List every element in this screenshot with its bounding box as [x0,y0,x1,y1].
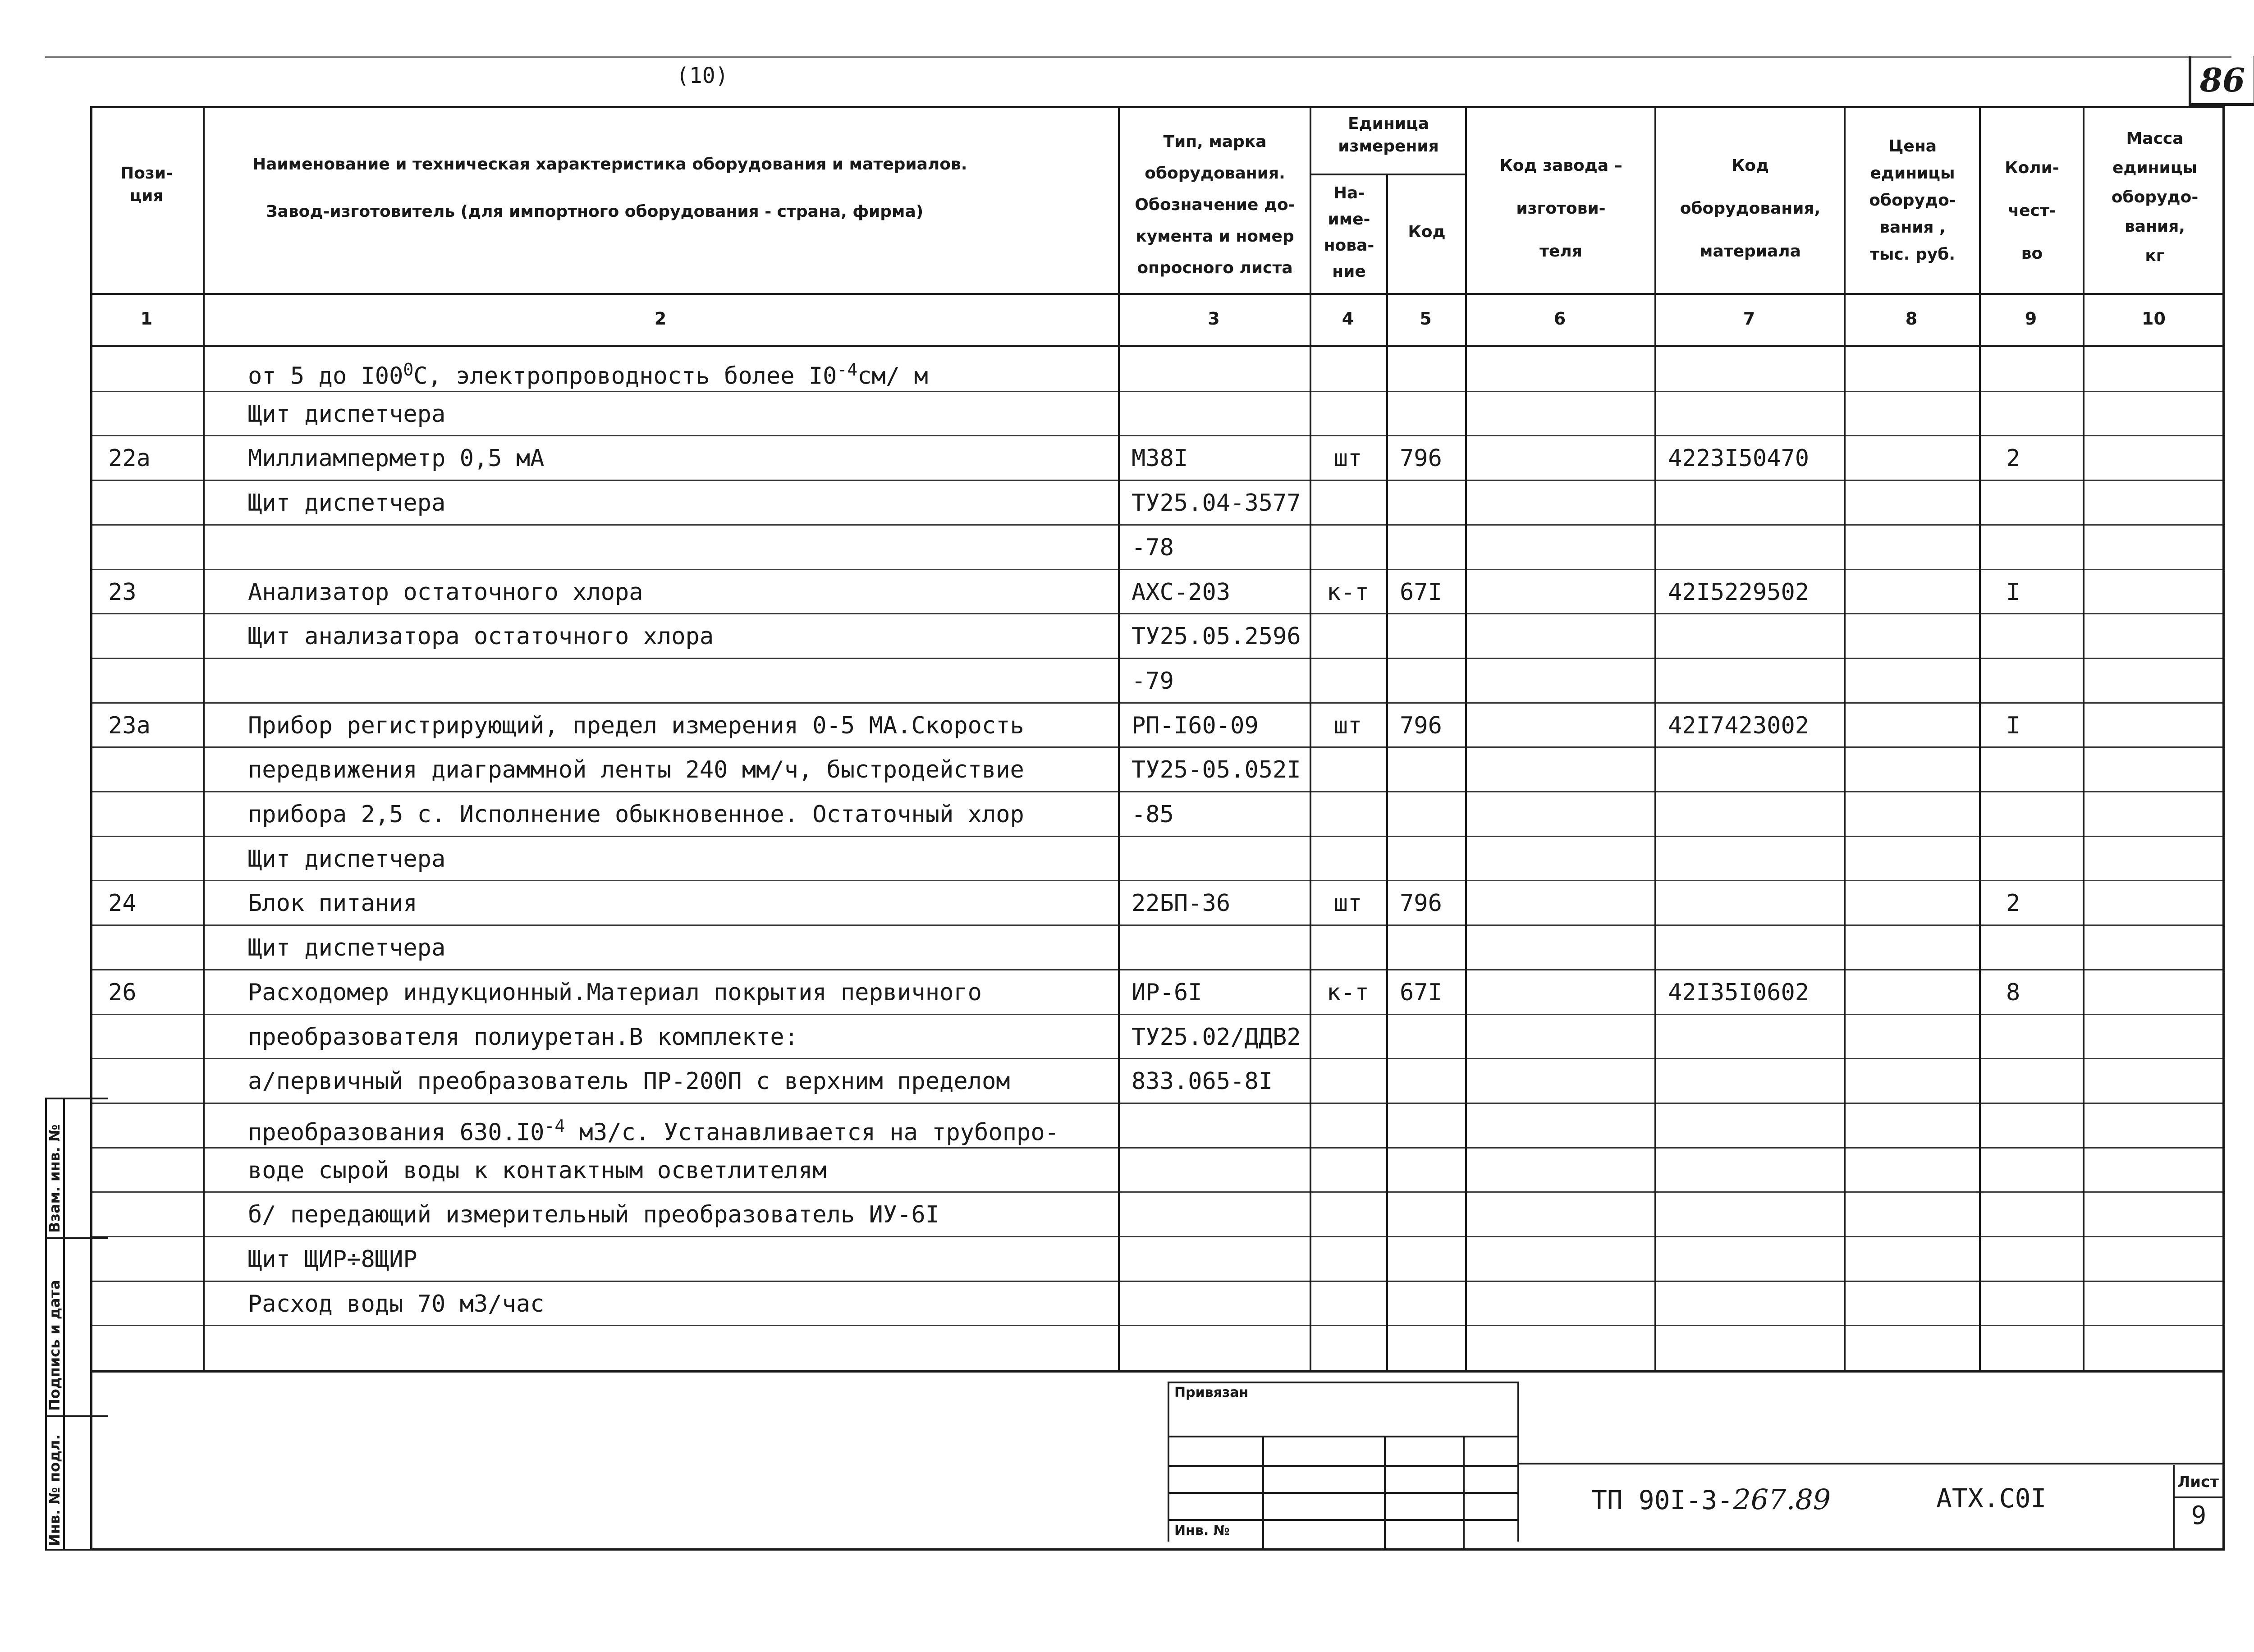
cell-pos: 24 [108,890,137,917]
doc-code-prefix: ТП 90I-3- [1591,1485,1733,1515]
sheet-badge: 86 [2199,61,2245,99]
colnum-4: 4 [1342,309,1354,329]
cell-code: 796 [1400,445,1442,472]
cell-type: ИР-6I [1132,979,1202,1006]
colnum-10: 10 [2142,309,2166,329]
cell-name: Анализатор остаточного хлора [248,578,643,606]
cell-unit: к-т [1327,979,1369,1006]
cell-name: а/первичный преобразователь ПР-200П с верхним пределом [248,1068,1010,1095]
cell-qty: 2 [2006,890,2020,917]
cell-name: Щит ЩИР÷8ЩИР [248,1246,417,1273]
sidebar-inv-orig: Инв. № подл. [46,1434,63,1546]
sidebar-inv-replace: Взам. инв. № [46,1124,63,1233]
sidebar-sign-date: Подпись и дата [46,1280,63,1411]
header-pos: Пози- ция [120,164,173,205]
colnum-7: 7 [1743,309,1755,329]
header-price: Цена единицы оборудо- вания , тыс. руб. [1869,137,1956,264]
cell-name: воде сырой воды к контактным осветлителям [248,1157,827,1184]
cell-type: АХС-203 [1132,578,1231,606]
cell-pos: 23а [108,712,151,739]
cell-code: 796 [1400,712,1442,739]
header-equipment-code: Код оборудования, материала [1680,156,1821,261]
cell-unit: шт [1333,890,1362,917]
cell-code: 67I [1400,578,1442,606]
cell-type: ТУ25.02/ДДВ2 [1132,1023,1301,1051]
cell-type: 22БП-36 [1132,890,1231,917]
header-name-line2: Завод-изготовитель (для импортного оборудования - страна, фирма) [266,202,924,221]
cell-type: ТУ25.04-3577 [1132,490,1301,517]
cell-code: 796 [1400,890,1442,917]
doc-code-hand: 267.89 [1733,1483,1831,1516]
cell-qty: 8 [2006,979,2020,1006]
cell-type: 833.065-8I [1132,1068,1273,1095]
cell-qty: 2 [2006,445,2020,472]
doc-mark: АТХ.С0I [1936,1483,2047,1514]
sheet-label: Лист [2177,1473,2219,1491]
header-unit-code: Код [1408,223,1446,241]
inv-no-label: Инв. № [1174,1523,1230,1538]
header-type: Тип, марка оборудования. Обозначение до- кумента и номер опросного листа [1135,133,1295,277]
cell-equip: 42I5229502 [1668,578,1810,606]
colnum-9: 9 [2025,309,2037,329]
colnum-2: 2 [654,309,667,329]
cell-unit: шт [1333,712,1362,739]
cell-name: Щит анализатора остаточного хлора [248,623,714,650]
cell-name: прибора 2,5 с. Исполнение обыкновенное. Остаточный хлор [248,801,1024,828]
cell-name: от 5 до $I00^0С$, электропроводность более $I0^{-4}см/$ м [248,360,928,390]
cell-pos: 22а [108,445,151,472]
header-mass: Масса единицы оборудо- вания, кг [2111,129,2199,265]
header-name-line1: Наименование и техническая характеристика оборудования и материалов. [252,155,967,174]
top-rule [45,56,2231,58]
header-quantity: Коли- чест- во [2005,159,2059,263]
header-unit-group: Единица измерения [1338,114,1439,156]
cell-type: М38I [1132,445,1188,472]
cell-equip: 42I35I0602 [1668,979,1810,1006]
cell-qty: I [2006,578,2020,606]
header-unit-name: На- име- нова- ние [1324,184,1374,281]
cell-equip: 42I7423002 [1668,712,1810,739]
sheet-number: 9 [2191,1501,2207,1530]
doc-code [1591,1483,1831,1516]
colnum-3: 3 [1208,309,1220,329]
cell-pos: 26 [108,979,137,1006]
cell-equip: 4223I50470 [1668,445,1810,472]
cell-type: -78 [1132,534,1174,561]
cell-type: РП-I60-09 [1132,712,1259,739]
page-tag: (10) [676,63,728,88]
title-block-attached [1168,1382,1519,1542]
cell-unit: шт [1333,445,1362,472]
cell-type: -79 [1132,667,1174,695]
header-factory-code: Код завода – изготови- теля [1499,156,1622,261]
cell-name: Блок питания [248,890,417,917]
cell-name: Прибор регистрирующий, предел измерения 0-5 МА.Скорость [248,712,1024,739]
cell-name: преобразования $630.I0^{-4}$ м3/с. Устанавливается на трубопро- [248,1116,1059,1146]
attached-label: Привязан [1174,1385,1249,1400]
cell-type: ТУ25-05.052I [1132,756,1301,784]
cell-name: б/ передающий измерительный преобразователь ИУ-6I [248,1201,940,1229]
cell-pos: 23 [108,578,137,606]
cell-name: передвижения диаграммной ленты 240 мм/ч, быстродействие [248,756,1024,784]
colnum-8: 8 [1905,309,1918,329]
cell-name: Щит диспетчера [248,845,446,873]
cell-code: 67I [1400,979,1442,1006]
cell-type: ТУ25.05.2596 [1132,623,1301,650]
cell-name: преобразователя полиуретан.В комплекте: [248,1023,798,1051]
cell-type: -85 [1132,801,1174,828]
cell-unit: к-т [1327,578,1369,606]
cell-name: Щит диспетчера [248,400,446,428]
cell-name: Щит диспетчера [248,490,446,517]
colnum-5: 5 [1420,309,1432,329]
cell-name: Миллиамперметр 0,5 мА [248,445,545,472]
cell-name: Щит диспетчера [248,934,446,962]
cell-name: Расходомер индукционный.Материал покрытия первичного [248,979,982,1006]
colnum-6: 6 [1553,309,1566,329]
cell-qty: I [2006,712,2020,739]
colnum-1: 1 [140,309,153,329]
cell-name: Расход воды 70 м3/час [248,1290,545,1318]
